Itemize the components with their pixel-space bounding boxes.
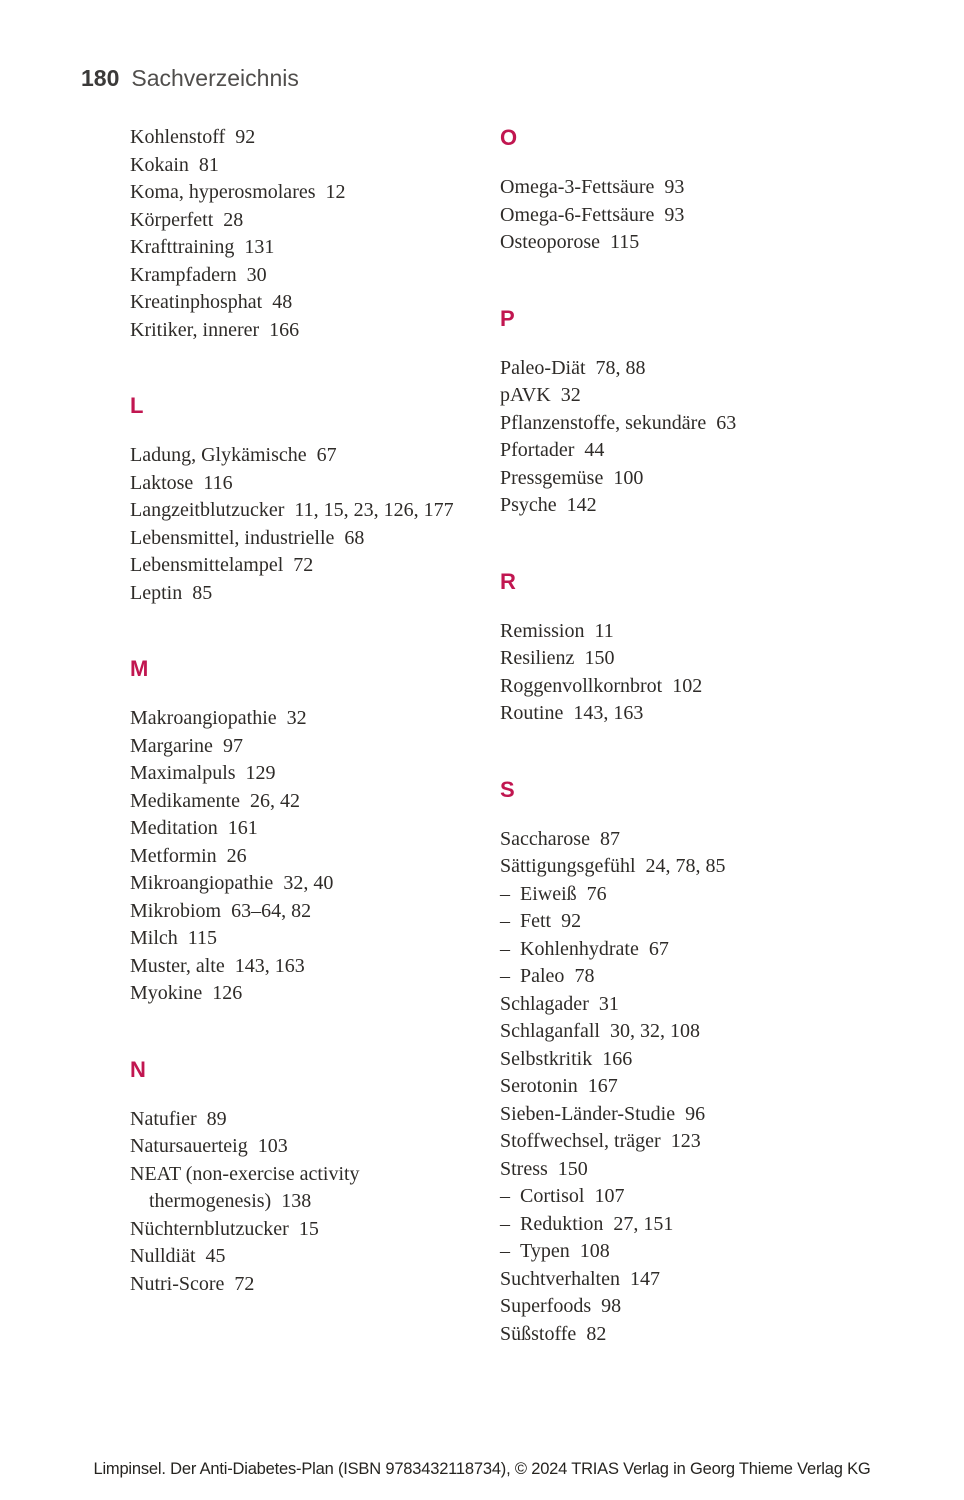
entry-pages: 27, 151 <box>613 1212 674 1235</box>
entry-pages: 150 <box>584 647 615 669</box>
entry-pages: 32 <box>286 707 307 729</box>
index-entry <box>500 1321 910 1349</box>
entry-pages: 44 <box>584 439 605 461</box>
entry-term: Saccharose <box>500 827 590 850</box>
entry-pages: 143, 163 <box>573 702 644 724</box>
entry-term: Cortisol <box>520 1185 585 1207</box>
entry-pages: 89 <box>206 1107 227 1130</box>
entry-term: Süßstoffe <box>500 1322 577 1345</box>
section-letter: O <box>500 125 518 150</box>
entry-term: NEAT (non-exercise activity <box>130 1162 360 1185</box>
entry-term: Langzeitblutzucker <box>130 499 285 521</box>
entry-term: Muster, alte <box>130 954 225 977</box>
entry-term: Resilienz <box>500 647 575 669</box>
entry-term: Medikamente <box>130 789 240 812</box>
entry-term: thermogenesis) <box>149 1190 272 1212</box>
index-entry <box>130 207 500 235</box>
index-entry <box>500 1128 910 1156</box>
entry-term: Meditation <box>130 817 218 839</box>
index-entry <box>500 355 910 383</box>
entry-pages: 82 <box>586 1322 607 1345</box>
entry-term: Kohlenstoff <box>130 126 226 148</box>
entry-term: pAVK <box>500 384 551 406</box>
entry-pages: 115 <box>187 927 218 949</box>
index-subentry <box>500 1238 910 1266</box>
entry-term: Lebensmittel, industrielle <box>130 526 335 549</box>
index-entry <box>500 492 910 520</box>
index-entry <box>500 618 910 646</box>
index-entry <box>500 410 910 438</box>
entry-term: Omega-6-Fettsäure <box>500 203 655 226</box>
entry-term: Sieben-Länder-Studie <box>500 1102 676 1125</box>
subentry-dash: – <box>500 937 510 960</box>
entry-pages: 138 <box>281 1190 312 1212</box>
entry-term: Makroangiopathie <box>130 707 277 729</box>
entry-pages: 30, 32, 108 <box>609 1020 700 1042</box>
entry-pages: 26, 42 <box>249 789 300 812</box>
entry-pages: 142 <box>566 494 597 516</box>
entry-pages: 92 <box>235 126 256 148</box>
index-entry <box>130 1271 500 1299</box>
index-subentry <box>500 1211 910 1239</box>
entry-term: Nulldiät <box>130 1245 196 1267</box>
index-column-left <box>130 124 500 1298</box>
entry-pages: 32, 40 <box>283 872 334 894</box>
index-entry <box>500 229 910 257</box>
section-letter: N <box>130 1056 146 1082</box>
entry-term: Kreatinphosphat <box>130 291 263 313</box>
entry-term: Natufier <box>130 1107 197 1130</box>
entry-pages: 63–64, 82 <box>231 899 312 922</box>
entry-pages: 161 <box>227 817 258 839</box>
entry-term: Pflanzenstoffe, sekundäre <box>500 411 707 434</box>
section-letter: M <box>130 656 149 681</box>
index-entry <box>130 470 500 498</box>
subentry-dash: – <box>500 882 510 905</box>
entry-term: Stress <box>500 1157 548 1180</box>
entry-pages: 143, 163 <box>234 954 305 977</box>
entry-pages: 30 <box>246 263 267 286</box>
entry-pages: 32 <box>560 384 581 406</box>
entry-term: Suchtverhalten <box>500 1267 620 1290</box>
section-letter: R <box>500 568 516 594</box>
index-entry <box>130 815 500 843</box>
index-section-p <box>500 305 910 520</box>
index-entry <box>500 382 910 410</box>
entry-term: Krampfadern <box>130 263 237 286</box>
index-entry <box>130 925 500 953</box>
entry-term: Myokine <box>130 982 203 1004</box>
index-entry <box>130 317 500 345</box>
entry-term: Laktose <box>130 471 194 494</box>
entry-pages: 67 <box>648 937 669 960</box>
entry-term: Pressgemüse <box>500 466 604 489</box>
index-entry <box>130 788 500 816</box>
entry-pages: 63 <box>716 411 737 434</box>
entry-term: Nüchternblutzucker <box>130 1217 289 1240</box>
index-entry <box>130 705 500 733</box>
entry-pages: 78 <box>574 965 595 987</box>
entry-pages: 126 <box>212 982 243 1004</box>
entry-pages: 123 <box>670 1130 701 1152</box>
section-letter: S <box>500 776 515 802</box>
index-column-right <box>500 124 910 1348</box>
index-columns <box>130 124 910 1348</box>
entry-pages: 131 <box>244 236 275 258</box>
entry-term: Koma, hyperosmolares <box>130 181 316 203</box>
entry-pages: 129 <box>245 762 276 784</box>
entry-term: Leptin <box>130 581 183 604</box>
entry-term: Nutri-Score <box>130 1272 225 1295</box>
index-section-s <box>500 776 910 1349</box>
page-header <box>81 64 299 92</box>
entry-pages: 11 <box>594 619 614 642</box>
index-subentry <box>500 908 910 936</box>
index-section-l <box>130 392 500 607</box>
entry-pages: 85 <box>192 581 213 604</box>
index-subentry <box>500 1183 910 1211</box>
entry-pages: 72 <box>234 1272 255 1295</box>
index-entry <box>130 843 500 871</box>
entry-pages: 78, 88 <box>595 356 646 379</box>
index-section-r <box>500 568 910 728</box>
index-entry <box>130 1106 500 1134</box>
index-entry <box>500 1156 910 1184</box>
index-entry <box>130 1133 500 1161</box>
entry-pages: 97 <box>222 734 243 757</box>
entry-pages: 93 <box>664 176 685 198</box>
index-entry <box>500 853 910 881</box>
index-entry <box>130 497 500 525</box>
entry-pages: 68 <box>344 526 365 549</box>
entry-pages: 108 <box>579 1240 610 1262</box>
index-entry <box>130 525 500 553</box>
entry-pages: 98 <box>601 1295 622 1317</box>
entry-term: Remission <box>500 619 585 642</box>
entry-pages: 116 <box>203 471 233 494</box>
entry-term: Schlaganfall <box>500 1020 600 1042</box>
index-entry <box>500 1073 910 1101</box>
entry-term: Superfoods <box>500 1295 592 1317</box>
index-entry <box>130 580 500 608</box>
entry-pages: 72 <box>293 554 314 576</box>
index-entry <box>500 202 910 230</box>
index-entry <box>130 898 500 926</box>
entry-term: Milch <box>130 927 178 949</box>
subentry-dash: – <box>500 1240 510 1262</box>
index-entry <box>500 437 910 465</box>
index-entry <box>500 700 910 728</box>
entry-pages: 107 <box>594 1185 625 1207</box>
entry-term: Roggenvollkornbrot <box>500 674 663 697</box>
entry-term: Selbstkritik <box>500 1047 593 1070</box>
index-entry <box>500 645 910 673</box>
entry-term: Stoffwechsel, träger <box>500 1130 661 1152</box>
entry-term: Ladung, Glykämische <box>130 444 307 466</box>
index-entry <box>130 1188 500 1216</box>
entry-pages: 76 <box>586 882 607 905</box>
entry-pages: 31 <box>598 992 619 1015</box>
index-entry <box>500 465 910 493</box>
entry-term: Paleo <box>520 965 565 987</box>
entry-term: Margarine <box>130 734 213 757</box>
entry-pages: 87 <box>599 827 620 850</box>
entry-term: Schlagader <box>500 992 589 1015</box>
index-entry <box>130 1243 500 1271</box>
page-number: 180 <box>81 65 120 91</box>
entry-term: Kritiker, innerer <box>130 318 260 341</box>
index-entry <box>130 124 500 152</box>
entry-pages: 167 <box>587 1075 618 1097</box>
entry-term: Serotonin <box>500 1075 578 1097</box>
entry-term: Natursauerteig <box>130 1135 248 1157</box>
index-entry <box>130 152 500 180</box>
index-entry <box>130 953 500 981</box>
index-entry <box>500 174 910 202</box>
entry-term: Maximalpuls <box>130 762 236 784</box>
index-entry <box>500 1266 910 1294</box>
entry-term: Pfortader <box>500 439 575 461</box>
index-entry <box>500 1293 910 1321</box>
section-letter: L <box>130 393 144 418</box>
subentry-dash: – <box>500 1185 510 1207</box>
index-entry <box>500 1101 910 1129</box>
index-entry <box>130 1216 500 1244</box>
index-subentry <box>500 963 910 991</box>
entry-pages: 102 <box>672 674 703 697</box>
entry-pages: 92 <box>561 910 582 932</box>
entry-pages: 24, 78, 85 <box>645 855 726 877</box>
index-subentry <box>500 936 910 964</box>
entry-pages: 48 <box>272 291 293 313</box>
entry-term: Typen <box>520 1240 570 1262</box>
index-section-n <box>130 1056 500 1299</box>
entry-term: Körperfett <box>130 208 214 231</box>
entry-term: Metformin <box>130 844 217 867</box>
index-entry <box>130 733 500 761</box>
entry-pages: 81 <box>198 153 219 176</box>
index-entry <box>500 991 910 1019</box>
entry-pages: 96 <box>685 1102 706 1125</box>
page-footer <box>0 1458 964 1480</box>
entry-term: Eiweiß <box>520 882 577 905</box>
section-letter: P <box>500 305 515 331</box>
index-entry <box>130 179 500 207</box>
index-entry <box>130 552 500 580</box>
entry-term: Osteoporose <box>500 231 600 253</box>
entry-pages: 26 <box>226 844 247 867</box>
entry-pages: 45 <box>205 1245 226 1267</box>
entry-pages: 166 <box>269 318 300 341</box>
index-entry <box>130 760 500 788</box>
entry-term: Omega-3-Fettsäure <box>500 176 655 198</box>
index-entry <box>130 234 500 262</box>
subentry-dash: – <box>500 1212 510 1235</box>
index-section-o <box>500 124 910 257</box>
entry-term: Krafttraining <box>130 236 235 258</box>
entry-pages: 100 <box>613 466 644 489</box>
entry-term: Routine <box>500 702 564 724</box>
entry-pages: 103 <box>257 1135 288 1157</box>
index-entry <box>130 870 500 898</box>
entry-pages: 67 <box>316 444 337 466</box>
entry-term: Lebensmittelampel <box>130 554 284 576</box>
index-entry <box>130 442 500 470</box>
subentry-dash: – <box>500 965 510 987</box>
entry-pages: 147 <box>629 1267 660 1290</box>
index-section-continued <box>130 124 500 344</box>
entry-term: Fett <box>520 910 552 932</box>
entry-pages: 150 <box>557 1157 588 1180</box>
entry-term: Mikroangiopathie <box>130 872 274 894</box>
page-title: Sachverzeichnis <box>131 65 299 91</box>
entry-pages: 115 <box>609 231 640 253</box>
index-entry <box>130 1161 500 1189</box>
entry-pages: 93 <box>664 203 685 226</box>
imprint-line: Limpinsel. Der Anti-Diabetes-Plan (ISBN 9783432118734), © 2024 TRIAS Verlag in Georg Thieme Verlag KG <box>93 1460 871 1478</box>
index-entry <box>130 980 500 1008</box>
entry-term: Paleo-Diät <box>500 356 586 379</box>
index-entry <box>500 1046 910 1074</box>
index-entry <box>500 673 910 701</box>
index-entry <box>130 262 500 290</box>
index-entry <box>500 1018 910 1046</box>
entry-pages: 15 <box>298 1217 319 1240</box>
index-entry <box>130 289 500 317</box>
index-subentry <box>500 881 910 909</box>
subentry-dash: – <box>500 910 510 932</box>
entry-term: Reduktion <box>520 1212 604 1235</box>
index-entry <box>500 826 910 854</box>
entry-pages: 166 <box>602 1047 633 1070</box>
entry-term: Sättigungsgefühl <box>500 855 636 877</box>
entry-term: Psyche <box>500 494 557 516</box>
entry-term: Kokain <box>130 153 189 176</box>
entry-pages: 12 <box>325 181 346 203</box>
entry-term: Mikrobiom <box>130 899 222 922</box>
index-section-m <box>130 655 500 1008</box>
entry-pages: 11, 15, 23, 126, 177 <box>294 499 454 521</box>
entry-pages: 28 <box>223 208 244 231</box>
entry-term: Kohlenhydrate <box>520 937 639 960</box>
